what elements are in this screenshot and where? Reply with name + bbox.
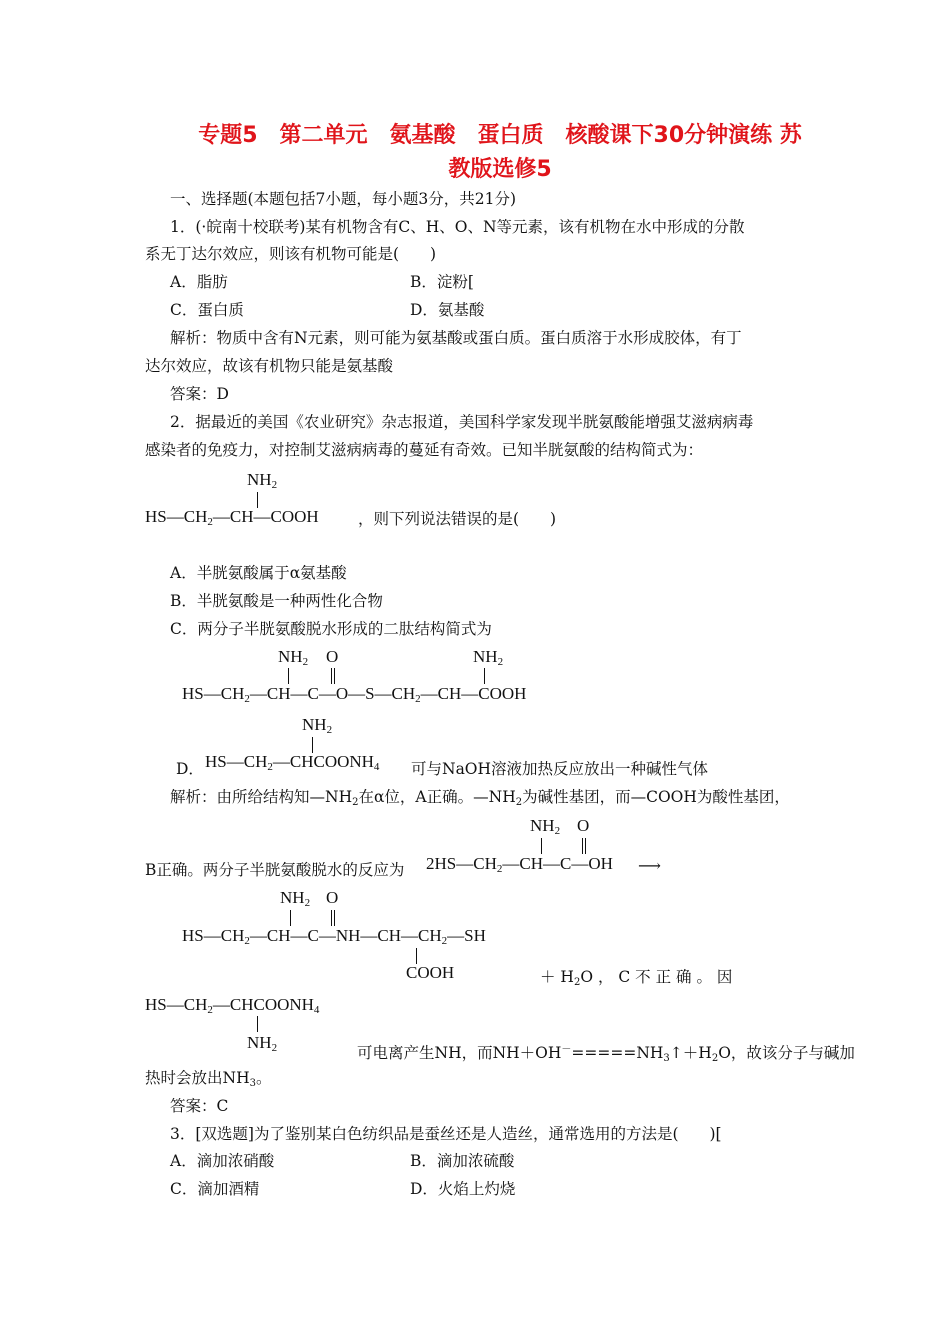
q2-reaction-product-chain: $HS—CH_2—CH—C—NH—CH—CH_2—SH$	[182, 926, 486, 947]
q2-analysis-line-4: 热时会放出$NH_3$。	[145, 1069, 272, 1089]
q2d-structure-bond	[312, 737, 313, 753]
q3-option-a: A．滴加浓硝酸	[170, 1152, 275, 1170]
q2-option-d-label: D．	[176, 760, 204, 778]
q2c-structure-amino-2: $NH_2$	[473, 647, 504, 668]
q2d-structure-amino: $NH_2$	[302, 715, 333, 736]
q2-reaction-product-carboxyl: COOH	[406, 963, 455, 982]
q2-answer: 答案：C	[170, 1097, 229, 1115]
q3-option-c: C．滴加酒精	[170, 1180, 260, 1198]
q2-reaction-reactant-chain: $2HS—CH_2—CH—C—OH$	[426, 854, 613, 875]
q2c-structure-bond-1	[288, 668, 289, 684]
reaction-arrow-icon: ⟶	[638, 856, 661, 875]
section-heading: 一、选择题(本题包括7小题，每小题3分，共21分)	[170, 190, 517, 208]
q1-stem-line-2: 系无丁达尔效应，则该有机物可能是( )	[145, 245, 437, 263]
q2-option-c: C．两分子半胱氨酸脱水形成的二肽结构简式为	[170, 620, 492, 638]
q1-option-a: A．脂肪	[170, 273, 228, 291]
q2-reaction-tail: ＋ $H_2O$ ， C 不 正 确 。 因	[540, 968, 733, 988]
q2c-structure-bond-2	[484, 668, 485, 684]
q2-reaction-reactant-amino: $NH_2$	[530, 816, 561, 837]
q2-reaction-reactant-carbonyl-o: O	[577, 816, 590, 835]
q1-analysis-line-2: 达尔效应，故该有机物只能是氨基酸	[145, 357, 394, 375]
q1-option-b: B．淀粉[	[410, 273, 474, 291]
q3-stem: 3．[双选题]为了鉴别某白色纺织品是蚕丝还是人造丝，通常选用的方法是( )[	[170, 1125, 722, 1143]
q2-reaction-product-carbonyl-o: O	[326, 888, 339, 907]
q2c-structure-double-bond	[331, 668, 335, 684]
q2-option-b: B．半胱氨酸是一种两性化合物	[170, 592, 383, 610]
q2-structure-amino-group: $NH_2$	[247, 470, 278, 491]
q2-option-d-text: 可与NaOH溶液加热反应放出一种碱性气体	[411, 760, 709, 778]
q1-option-d: D．氨基酸	[410, 301, 485, 319]
q2d-structure-main-chain: $HS—CH_2—CHCOONH_4$	[205, 752, 380, 773]
q1-option-c: C．蛋白质	[170, 301, 244, 319]
q2-salt-structure-amino: $NH_2$	[247, 1033, 278, 1054]
document-title-line-1: 专题5 第二单元 氨基酸 蛋白质 核酸课下30分钟演练 苏	[198, 123, 802, 148]
q2c-structure-main-chain: $HS—CH_2—CH—C—O—S—CH_2—CH—COOH$	[182, 684, 527, 705]
q2-reaction-product-double-bond	[331, 910, 335, 926]
q2-option-a: A．半胱氨酸属于α氨基酸	[170, 564, 347, 582]
q2-stem-line-2: 感染者的免疫力，对控制艾滋病病毒的蔓延有奇效。已知半胱氨酸的结构简式为：	[145, 441, 704, 459]
q2-analysis-line-1: 解析：由所给结构知$—NH_2$在α位，A正确。$—NH_2$为碱性基团，而—COOH为酸性基团，	[170, 788, 790, 808]
q2-structure-bond	[257, 492, 258, 508]
q1-answer: 答案：D	[170, 385, 229, 403]
q1-analysis-line-1: 解析：物质中含有N元素，则可能为氨基酸或蛋白质。蛋白质溶于水形成胶体，有丁	[170, 329, 742, 347]
q2c-structure-amino-1: $NH_2$	[278, 647, 309, 668]
q3-option-d: D．火焰上灼烧	[410, 1180, 516, 1198]
q2-analysis-line-3: 可电离产生NH，而$NH+OH^-=====NH_3↑+H_2O$，故该分子与碱加	[357, 1044, 855, 1064]
q2-reaction-reactant-double-bond	[582, 838, 586, 854]
q2c-structure-carbonyl-o: O	[326, 647, 339, 666]
q2-reaction-product-bond-1	[290, 910, 291, 926]
q1-stem-line-1: 1．(·皖南十校联考)某有机物含有C、H、O、N等元素，该有机物在水中形成的分散	[170, 218, 745, 236]
q3-option-b: B．滴加浓硫酸	[410, 1152, 515, 1170]
q2-reaction-reactant-bond	[541, 838, 542, 854]
q2-stem-line-1: 2．据最近的美国《农业研究》杂志报道，美国科学家发现半胱氨酸能增强艾滋病病毒	[170, 413, 754, 431]
q2-structure-main-chain: $HS—CH_2—CH—COOH$	[145, 507, 319, 528]
q2-salt-structure-chain: $HS—CH_2—CHCOONH_4$	[145, 995, 320, 1016]
q2-stem-tail: ，则下列说法错误的是( )	[358, 510, 557, 528]
q2-analysis-line-2: B正确。两分子半胱氨酸脱水的反应为	[145, 861, 405, 879]
q2-salt-structure-bond	[257, 1016, 258, 1032]
document-title-line-2: 教版选修5	[448, 157, 552, 182]
q2-reaction-product-bond-2	[416, 948, 417, 964]
q2-reaction-product-amino: $NH_2$	[280, 888, 311, 909]
